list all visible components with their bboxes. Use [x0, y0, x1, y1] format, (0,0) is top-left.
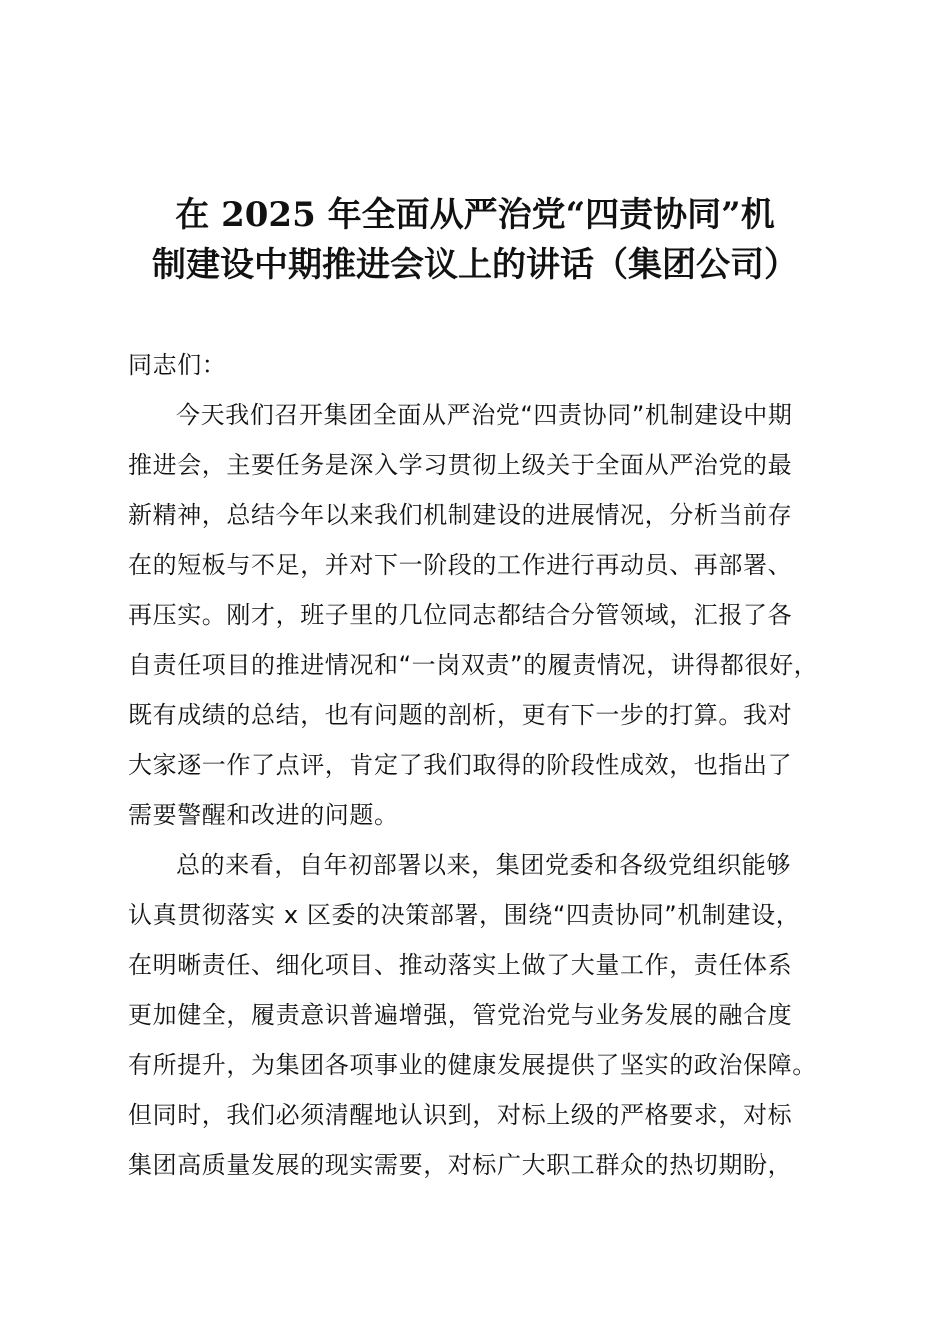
paragraph-line: 认真贯彻落实 x 区委的决策部署，围绕“四责协同”机制建设， — [128, 901, 801, 929]
paragraph-1 — [128, 390, 848, 840]
paragraph-line: 新精神，总结今年以来我们机制建设的进展情况，分析当前存 — [128, 501, 793, 529]
document-body — [128, 340, 848, 1190]
paragraph-line: 更加健全，履责意识普遍增强，管党治党与业务发展的融合度 — [128, 1001, 793, 1029]
paragraph-line: 总的来看，自年初部署以来，集团党委和各级党组织能够 — [176, 851, 791, 879]
paragraph-line: 今天我们召开集团全面从严治党“四责协同”机制建设中期 — [176, 401, 793, 429]
paragraph-line: 集团高质量发展的现实需要，对标广大职工群众的热切期盼， — [128, 1151, 793, 1179]
paragraph-line: 需要警醒和改进的问题。 — [128, 801, 399, 829]
paragraph-line: 再压实。刚才，班子里的几位同志都结合分管领域，汇报了各 — [128, 601, 793, 629]
salutation: 同志们： — [128, 351, 227, 379]
document-title — [0, 190, 950, 290]
paragraph-2 — [128, 840, 848, 1190]
paragraph-line: 有所提升，为集团各项事业的健康发展提供了坚实的政治保障。 — [128, 1051, 817, 1079]
paragraph-line: 但同时，我们必须清醒地认识到，对标上级的严格要求，对标 — [128, 1101, 793, 1129]
paragraph-line: 既有成绩的总结，也有问题的剖析，更有下一步的打算。我对 — [128, 701, 793, 729]
title-line: 在 2025 年全面从严治党“四责协同”机 — [175, 195, 775, 235]
paragraph-line: 在明晰责任、细化项目、推动落实上做了大量工作，责任体系 — [128, 951, 793, 979]
paragraph-line: 自责任项目的推进情况和“一岗双责”的履责情况，讲得都很好， — [128, 651, 819, 679]
paragraph-line: 大家逐一作了点评，肯定了我们取得的阶段性成效，也指出了 — [128, 751, 793, 779]
paragraph-line: 推进会，主要任务是深入学习贯彻上级关于全面从严治党的最 — [128, 451, 793, 479]
title-line: 制建设中期推进会议上的讲话（集团公司） — [152, 245, 798, 285]
paragraph-line: 在的短板与不足，并对下一阶段的工作进行再动员、再部署、 — [128, 551, 793, 579]
